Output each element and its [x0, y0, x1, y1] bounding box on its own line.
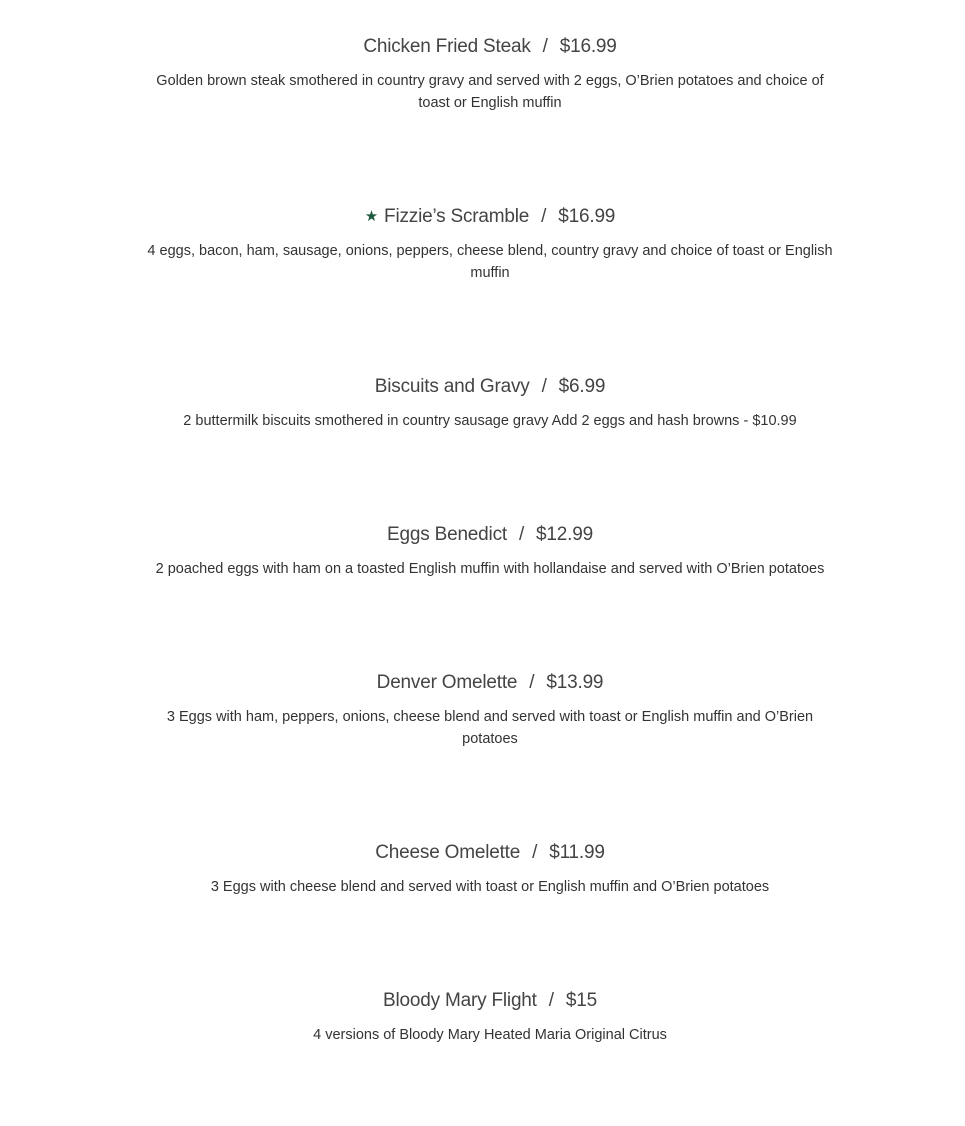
menu-item-bloody-mary-flight — [140, 988, 840, 1046]
menu-item-cheese-omelette — [140, 840, 840, 898]
menu-item-eggs-benedict — [140, 522, 840, 580]
price-separator: / — [548, 990, 554, 1011]
price-separator: / — [542, 36, 548, 57]
menu-item-description: 3 Eggs with cheese blend and served with toast or English muffin and O’Brien potatoes — [210, 879, 770, 895]
price-separator: / — [532, 842, 538, 863]
menu-item-price: $13.99 — [546, 672, 604, 693]
price-separator: / — [541, 206, 547, 227]
menu-item-title — [140, 204, 840, 230]
menu-item-description: 4 eggs, bacon, ham, sausage, onions, peppers, cheese blend, country gravy and choice of toast or English muffin — [147, 243, 833, 281]
menu-item-title — [140, 374, 840, 400]
menu-item-name: Fizzie’s Scramble — [384, 206, 530, 227]
price-separator: / — [529, 672, 535, 693]
star-icon: ★ — [364, 208, 379, 225]
menu-item-title — [140, 840, 840, 866]
menu-item-name: Cheese Omelette — [375, 842, 521, 863]
menu-item-description: 3 Eggs with ham, peppers, onions, cheese blend and served with toast or English muffin and O’Brien potatoes — [166, 709, 814, 747]
menu-item-denver-omelette — [140, 670, 840, 750]
menu-item-name: Bloody Mary Flight — [383, 990, 537, 1011]
price-separator: / — [518, 524, 525, 545]
menu-item-price: $16.99 — [559, 36, 617, 57]
menu-item-name: Denver Omelette — [376, 672, 518, 693]
menu-item-title — [140, 670, 840, 696]
menu-item-name: Biscuits and Gravy — [374, 376, 530, 397]
menu-item-title — [140, 522, 840, 548]
menu-item-description: 4 versions of Bloody Mary Heated Maria Original Citrus — [313, 1027, 667, 1043]
menu-item-name: Eggs Benedict — [387, 524, 507, 545]
menu-item-description: 2 buttermilk biscuits smothered in country sausage gravy Add 2 eggs and hash browns - $10.99 — [183, 413, 797, 429]
price-separator: / — [541, 376, 547, 397]
menu-item-biscuits-and-gravy — [140, 374, 840, 432]
menu-item-price: $11.99 — [549, 842, 605, 863]
menu-item-title — [140, 988, 840, 1014]
menu-item-description: 2 poached eggs with ham on a toasted English muffin with hollandaise and served with O’Brien potatoes — [155, 561, 825, 577]
menu-item-fizzies-scramble — [140, 204, 840, 284]
menu-item-description: Golden brown steak smothered in country gravy and served with 2 eggs, O’Brien potatoes and choice of toast or English muffin — [156, 73, 824, 111]
menu-item-price: $15 — [565, 990, 597, 1011]
menu-item-name: Chicken Fried Steak — [363, 36, 531, 57]
menu-item-price: $16.99 — [558, 206, 616, 227]
menu-item-price: $6.99 — [558, 376, 606, 397]
menu-item-title — [140, 34, 840, 60]
menu-item-price: $12.99 — [536, 524, 593, 545]
menu-item-chicken-fried-steak — [140, 34, 840, 114]
